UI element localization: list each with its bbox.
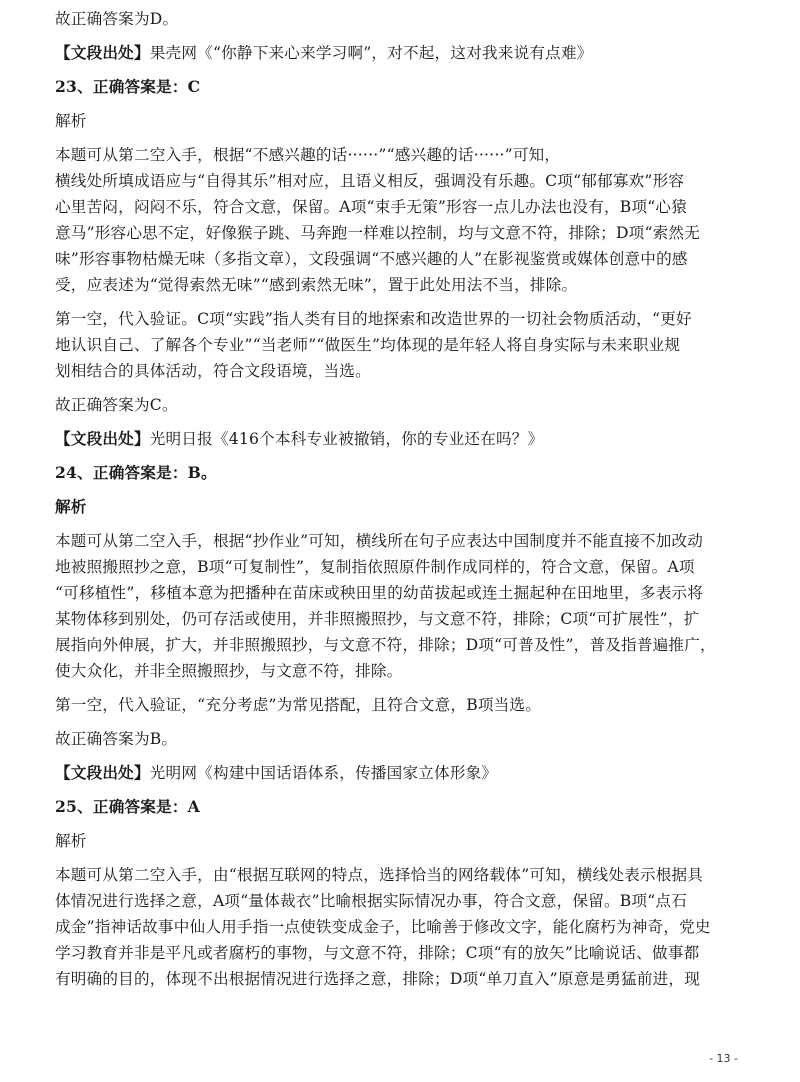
paragraph xyxy=(55,108,745,134)
source-tag: 【文段出处】 xyxy=(55,763,150,782)
text-line: 受，应表述为“觉得索然无味”“感到索然无味”，置于此处用法不当，排除。 xyxy=(55,276,578,294)
answer-heading xyxy=(55,794,745,820)
text-line: 第一空，代入验证。C项“实践”指人类有目的地探索和改造世界的一切社会物质活动，“更好 xyxy=(55,310,692,328)
source-line xyxy=(55,426,745,452)
text-line: 意马”形容心思不定，好像猴子跳、马奔跑一样难以控制，均与文意不符，排除；D项“索然无 xyxy=(55,224,701,242)
text-line: 划相结合的具体活动，符合文段语境，当选。 xyxy=(55,362,371,380)
text-line: 故正确答案为C。 xyxy=(55,396,178,414)
text-line: 解析 xyxy=(55,497,87,516)
text-line: 本题可从第二空入手，根据“不感兴趣的话······”“感兴趣的话······”可知， xyxy=(55,146,561,164)
document-body xyxy=(55,6,745,1000)
text-line: 故正确答案为D。 xyxy=(55,10,179,28)
text-line: 解析 xyxy=(55,112,87,130)
paragraph xyxy=(55,306,745,384)
text-line: 故正确答案为B。 xyxy=(55,730,178,748)
paragraph xyxy=(55,142,745,298)
text-line: 某物体移到别处，仍可存活或使用，并非照搬照抄，与文意不符，排除；C项“可扩展性”，扩 xyxy=(55,610,700,628)
source-citation xyxy=(55,40,745,66)
source-citation xyxy=(55,760,745,786)
paragraph xyxy=(55,726,745,752)
answer-heading xyxy=(55,460,745,486)
text-line: 解析 xyxy=(55,832,87,850)
paragraph xyxy=(55,392,745,418)
text-line: 体情况进行选择之意，A项“量体裁衣”比喻根据实际情况办事，符合文意，保留。B项“点石 xyxy=(55,892,688,910)
page-number: - 13 - xyxy=(709,1052,738,1065)
source-text: 光明日报《416个本科专业被撤销，你的专业还在吗？》 xyxy=(149,430,544,448)
text-line: 心里苦闷，闷闷不乐，符合文意，保留。A项“束手无策”形容一点儿办法也没有，B项“心猿 xyxy=(55,198,688,216)
text-line: 本题可从第二空入手，由“根据互联网的特点，选择恰当的网络载体”可知，横线处表示根据具 xyxy=(55,866,704,884)
answer-heading xyxy=(55,74,745,100)
text-line: 有明确的目的，体现不出根据情况进行选择之意，排除；D项“单刀直入”原意是勇猛前进，现 xyxy=(55,970,701,988)
source-text: 光明网《构建中国话语体系，传播国家立体形象》 xyxy=(149,764,498,782)
source-line xyxy=(55,40,745,66)
source-citation xyxy=(55,426,745,452)
text-line: 25、正确答案是：A xyxy=(55,797,200,816)
paragraph xyxy=(55,6,745,32)
text-line: 地被照搬照抄之意，B项“可复制性”，复制指依照原件制作成同样的，符合文意，保留。A项 xyxy=(55,558,695,576)
text-line: 横线处所填成语应与“自得其乐”相对应，且语义相反，强调没有乐趣。C项“郁郁寡欢”形容 xyxy=(55,172,685,190)
text-line: 本题可从第二空入手，根据“抄作业”可知，横线所在句子应表达中国制度并不能直接不加改动 xyxy=(55,532,704,550)
text-line: 展指向外伸展，扩大，并非照搬照抄，与文意不符，排除；D项“可普及性”，普及指普遍推广， xyxy=(55,636,716,654)
paragraph xyxy=(55,862,745,992)
text-line: 成金”指神话故事中仙人用手指一点使铁变成金子，比喻善于修改文字，能化腐朽为神奇，党史 xyxy=(55,918,711,936)
text-line: 使大众化，并非全照搬照抄，与文意不符，排除。 xyxy=(55,662,403,680)
paragraph xyxy=(55,528,745,684)
answer-heading xyxy=(55,494,745,520)
text-line: 地认识自己、了解各个专业”“当老师”“做医生”均体现的是年轻人将自身实际与未来职业规 xyxy=(55,336,681,354)
text-line: 第一空，代入验证，“充分考虑”为常见搭配，且符合文意，B项当选。 xyxy=(55,696,542,714)
source-text: 果壳网《“你静下来心来学习啊”，对不起，这对我来说有点难》 xyxy=(149,44,593,62)
text-line: 味”形容事物枯燥无味（多指文章），文段强调“不感兴趣的人”在影视鉴赏或媒体创意中的感 xyxy=(55,250,688,268)
text-line: “可移植性”，移植本意为把播种在苗床或秧田里的幼苗拔起或连土掘起种在田地里，多表示将 xyxy=(55,584,704,602)
paragraph xyxy=(55,828,745,854)
text-line: 24、正确答案是：B。 xyxy=(55,463,217,482)
source-line xyxy=(55,760,745,786)
text-line: 学习教育并非是平凡或者腐朽的事物，与文意不符，排除；C项“有的放矢”比喻说话、做事都 xyxy=(55,944,700,962)
source-tag: 【文段出处】 xyxy=(55,43,150,62)
source-tag: 【文段出处】 xyxy=(55,429,150,448)
paragraph xyxy=(55,692,745,718)
text-line: 23、正确答案是：C xyxy=(55,77,201,96)
